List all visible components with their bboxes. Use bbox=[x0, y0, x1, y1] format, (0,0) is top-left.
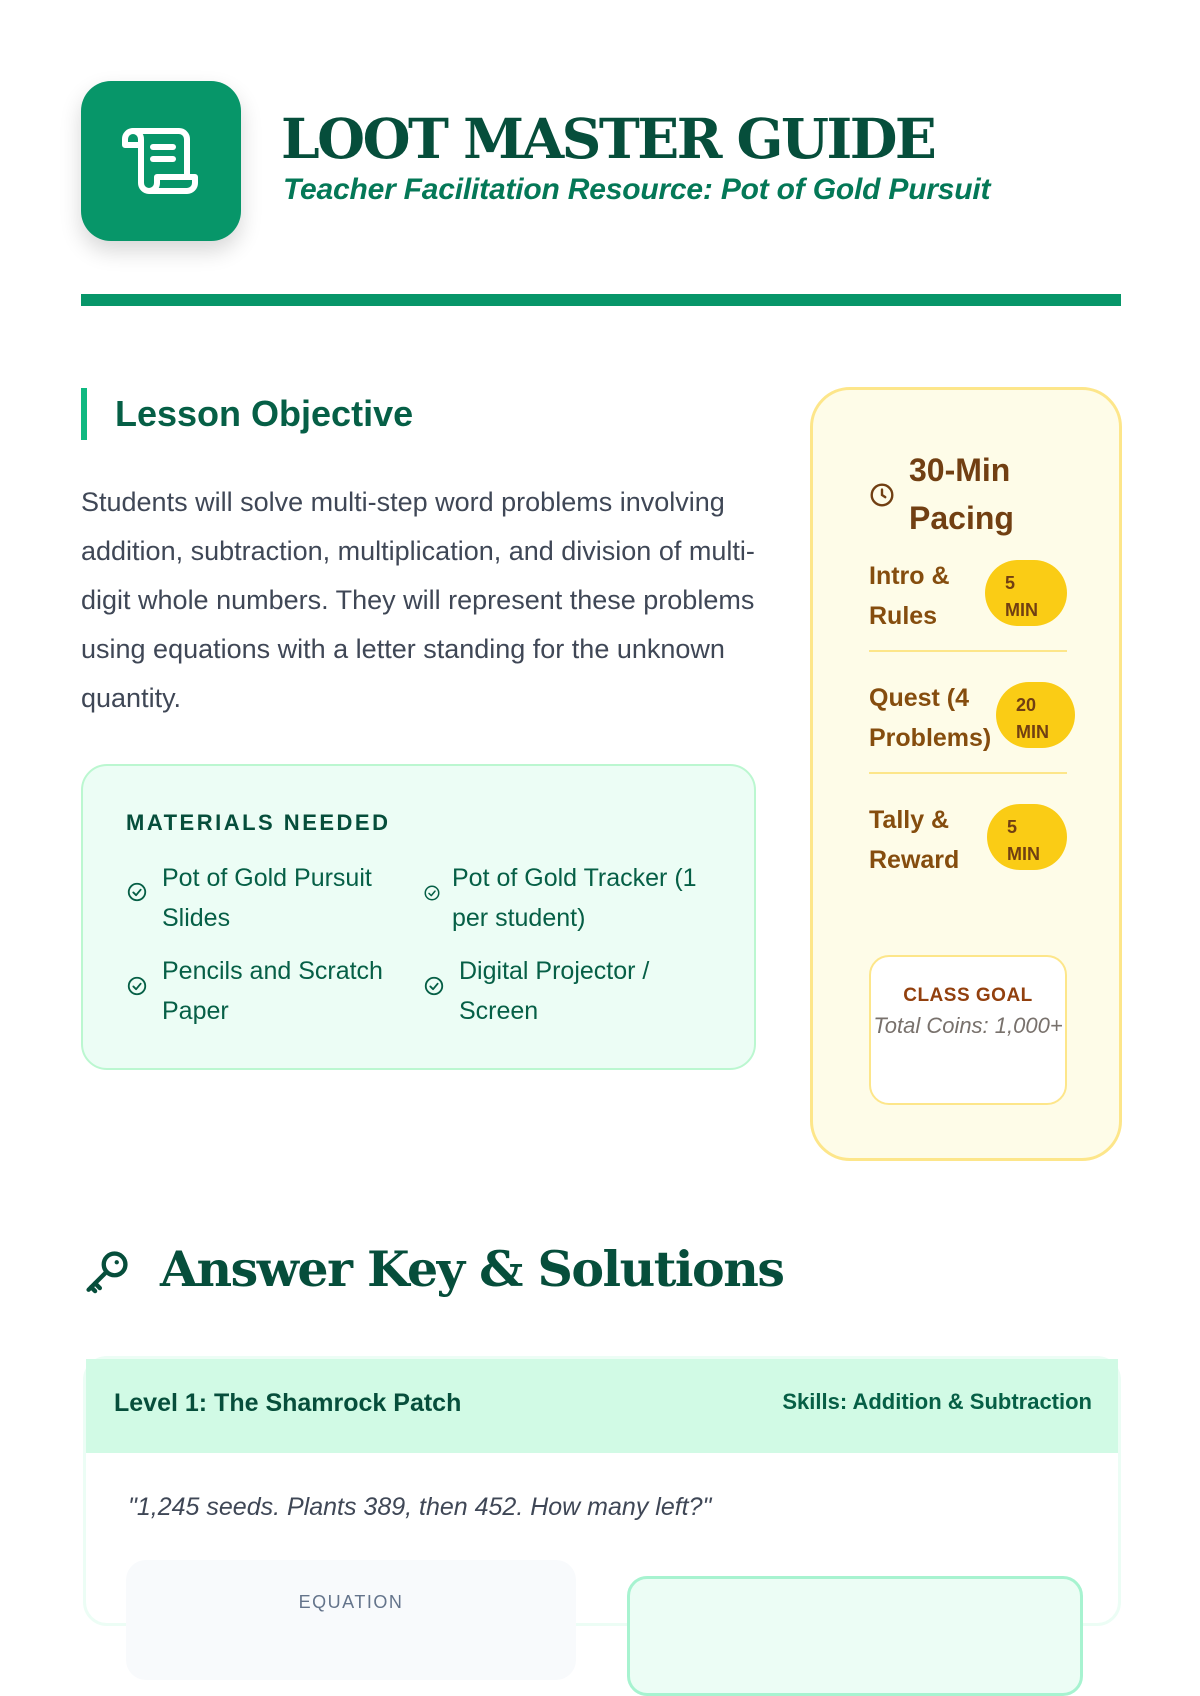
level-problem: "1,245 seeds. Plants 389, then 452. How many left?" bbox=[128, 1493, 712, 1521]
pacing-card bbox=[810, 387, 1122, 1161]
pacing-row-label: Quest (4 Problems) bbox=[869, 684, 992, 752]
class-goal-value: Total Coins: 1,000+ bbox=[873, 1013, 1063, 1038]
logo-badge bbox=[81, 81, 241, 241]
duration-badge bbox=[985, 560, 1067, 626]
clock-icon bbox=[869, 482, 895, 508]
pacing-row bbox=[869, 678, 1067, 774]
class-goal-label: CLASS GOAL bbox=[903, 985, 1033, 1006]
scroll-icon bbox=[121, 123, 201, 199]
materials-label: MATERIALS NEEDED bbox=[126, 810, 391, 835]
check-circle-icon bbox=[423, 884, 441, 902]
material-item bbox=[423, 951, 703, 1031]
material-item bbox=[423, 858, 703, 938]
material-item bbox=[126, 951, 406, 1031]
material-item-label: Pencils and Scratch Paper bbox=[162, 957, 383, 1025]
answer-key-heading: Answer Key & Solutions bbox=[160, 1240, 784, 1298]
pacing-row bbox=[869, 556, 1067, 652]
duration-badge bbox=[987, 804, 1067, 870]
duration-minutes: 5 bbox=[1005, 573, 1016, 593]
page-subtitle: Teacher Facilitation Resource: Pot of Gold Pursuit bbox=[283, 173, 991, 206]
duration-unit: MIN bbox=[1005, 600, 1038, 620]
pacing-row-label: Tally & Reward bbox=[869, 806, 960, 874]
check-circle-icon bbox=[126, 881, 148, 903]
guide-header bbox=[81, 81, 1121, 241]
material-item-label: Digital Projector / Screen bbox=[459, 957, 650, 1025]
duration-minutes: 20 bbox=[1016, 695, 1037, 715]
answer-box bbox=[627, 1576, 1083, 1696]
lesson-objective-heading: Lesson Objective bbox=[81, 388, 413, 440]
material-item-label: Pot of Gold Pursuit Slides bbox=[162, 864, 372, 932]
class-goal-box bbox=[869, 955, 1067, 1105]
check-circle-icon bbox=[126, 975, 148, 997]
level-skills: Skills: Addition & Subtraction bbox=[782, 1389, 1092, 1414]
page-title: LOOT MASTER GUIDE bbox=[281, 106, 935, 171]
pacing-row bbox=[869, 800, 1067, 896]
duration-minutes: 5 bbox=[1007, 817, 1018, 837]
pacing-title: 30-Min Pacing bbox=[909, 452, 1014, 536]
level-card-header bbox=[86, 1359, 1118, 1453]
pacing-row-label: Intro & Rules bbox=[869, 562, 950, 630]
material-item-label: Pot of Gold Tracker (1 per student) bbox=[452, 864, 697, 932]
duration-unit: MIN bbox=[1007, 844, 1040, 864]
level-card bbox=[83, 1356, 1121, 1626]
duration-badge bbox=[996, 682, 1075, 748]
duration-unit: MIN bbox=[1016, 722, 1049, 742]
equation-box bbox=[126, 1560, 576, 1680]
material-item bbox=[126, 858, 396, 938]
check-circle-icon bbox=[423, 975, 445, 997]
equation-label: EQUATION bbox=[298, 1592, 404, 1612]
header-divider bbox=[81, 294, 1121, 306]
materials-panel bbox=[81, 764, 756, 1070]
key-icon bbox=[81, 1246, 133, 1298]
level-title: Level 1: The Shamrock Patch bbox=[114, 1389, 462, 1417]
lesson-objective-text: Students will solve multi-step word problems involving addition, subtraction, multiplication, and division of multi-digit whole numbers. They will represent these problems using equations with a letter standing for the unknown quantity. bbox=[81, 487, 755, 713]
